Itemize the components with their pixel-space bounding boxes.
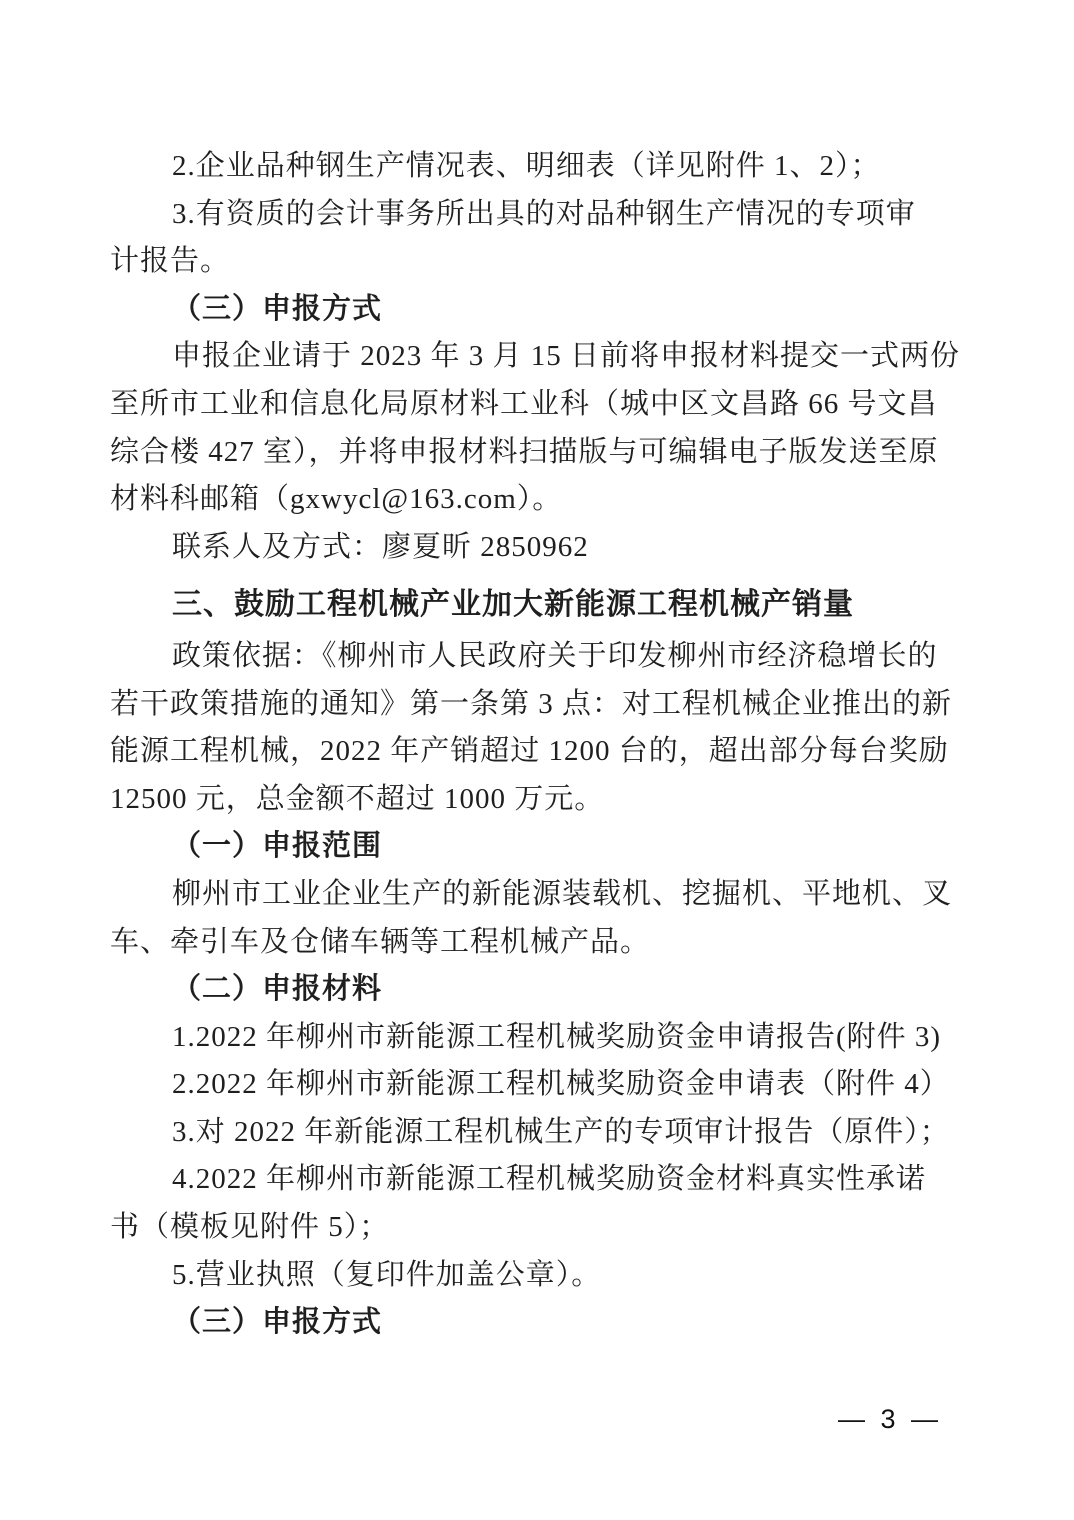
text-line: 4.2022 年柳州市新能源工程机械奖励资金材料真实性承诺	[172, 1163, 927, 1196]
text-line: 政策依据：《柳州市人民政府关于印发柳州市经济稳增长的	[172, 639, 938, 672]
text-line: 综合楼 427 室），并将申报材料扫描版与可编辑电子版发送至原	[110, 435, 939, 468]
text-line: 3.有资质的会计事务所出具的对品种钢生产情况的专项审	[172, 197, 916, 230]
text-line: 车、牵引车及仓储车辆等工程机械产品。	[110, 925, 651, 958]
text-line: 1.2022 年柳州市新能源工程机械奖励资金申请报告(附件 3)	[172, 1020, 942, 1053]
text-line: 申报企业请于 2023 年 3 月 15 日前将申报材料提交一式两份	[172, 340, 961, 373]
sub-heading: （三）申报方式	[172, 1306, 383, 1339]
sub-heading: （二）申报材料	[172, 973, 383, 1006]
section-heading: 三、鼓励工程机械产业加大新能源工程机械产销量	[172, 588, 854, 622]
text-line: 2.企业品种钢生产情况表、明细表（详见附件 1、2）；	[172, 150, 881, 182]
sub-heading: （三）申报方式	[172, 292, 383, 325]
text-line: 5.营业执照（复印件加盖公章）。	[172, 1258, 602, 1291]
text-line: 至所市工业和信息化局原材料工业科（城中区文昌路 66 号文昌	[110, 387, 938, 420]
text-line: 12500 元，总金额不超过 1000 万元。	[110, 782, 605, 815]
text-line: 联系人及方式：廖夏昕 2850962	[172, 530, 589, 563]
text-line: 计报告。	[110, 245, 231, 278]
text-line: 能源工程机械，2022 年产销超过 1200 台的，超出部分每台奖励	[110, 735, 949, 768]
page-number: — 3 —	[837, 1404, 942, 1434]
text-line: 柳州市工业企业生产的新能源装载机、挖掘机、平地机、叉	[172, 877, 953, 910]
text-line: 2.2022 年柳州市新能源工程机械奖励资金申请表（附件 4）	[172, 1068, 950, 1101]
text-line: 3.对 2022 年新能源工程机械生产的专项审计报告（原件）；	[172, 1115, 950, 1148]
document-body	[110, 143, 961, 1347]
text-line: 书（模板见附件 5）；	[110, 1211, 390, 1244]
text-line: 材料科邮箱（gxwycl@163.com）。	[110, 483, 563, 516]
sub-heading: （一）申报范围	[172, 830, 383, 863]
text-line: 若干政策措施的通知》第一条第 3 点：对工程机械企业推出的新	[110, 687, 953, 720]
